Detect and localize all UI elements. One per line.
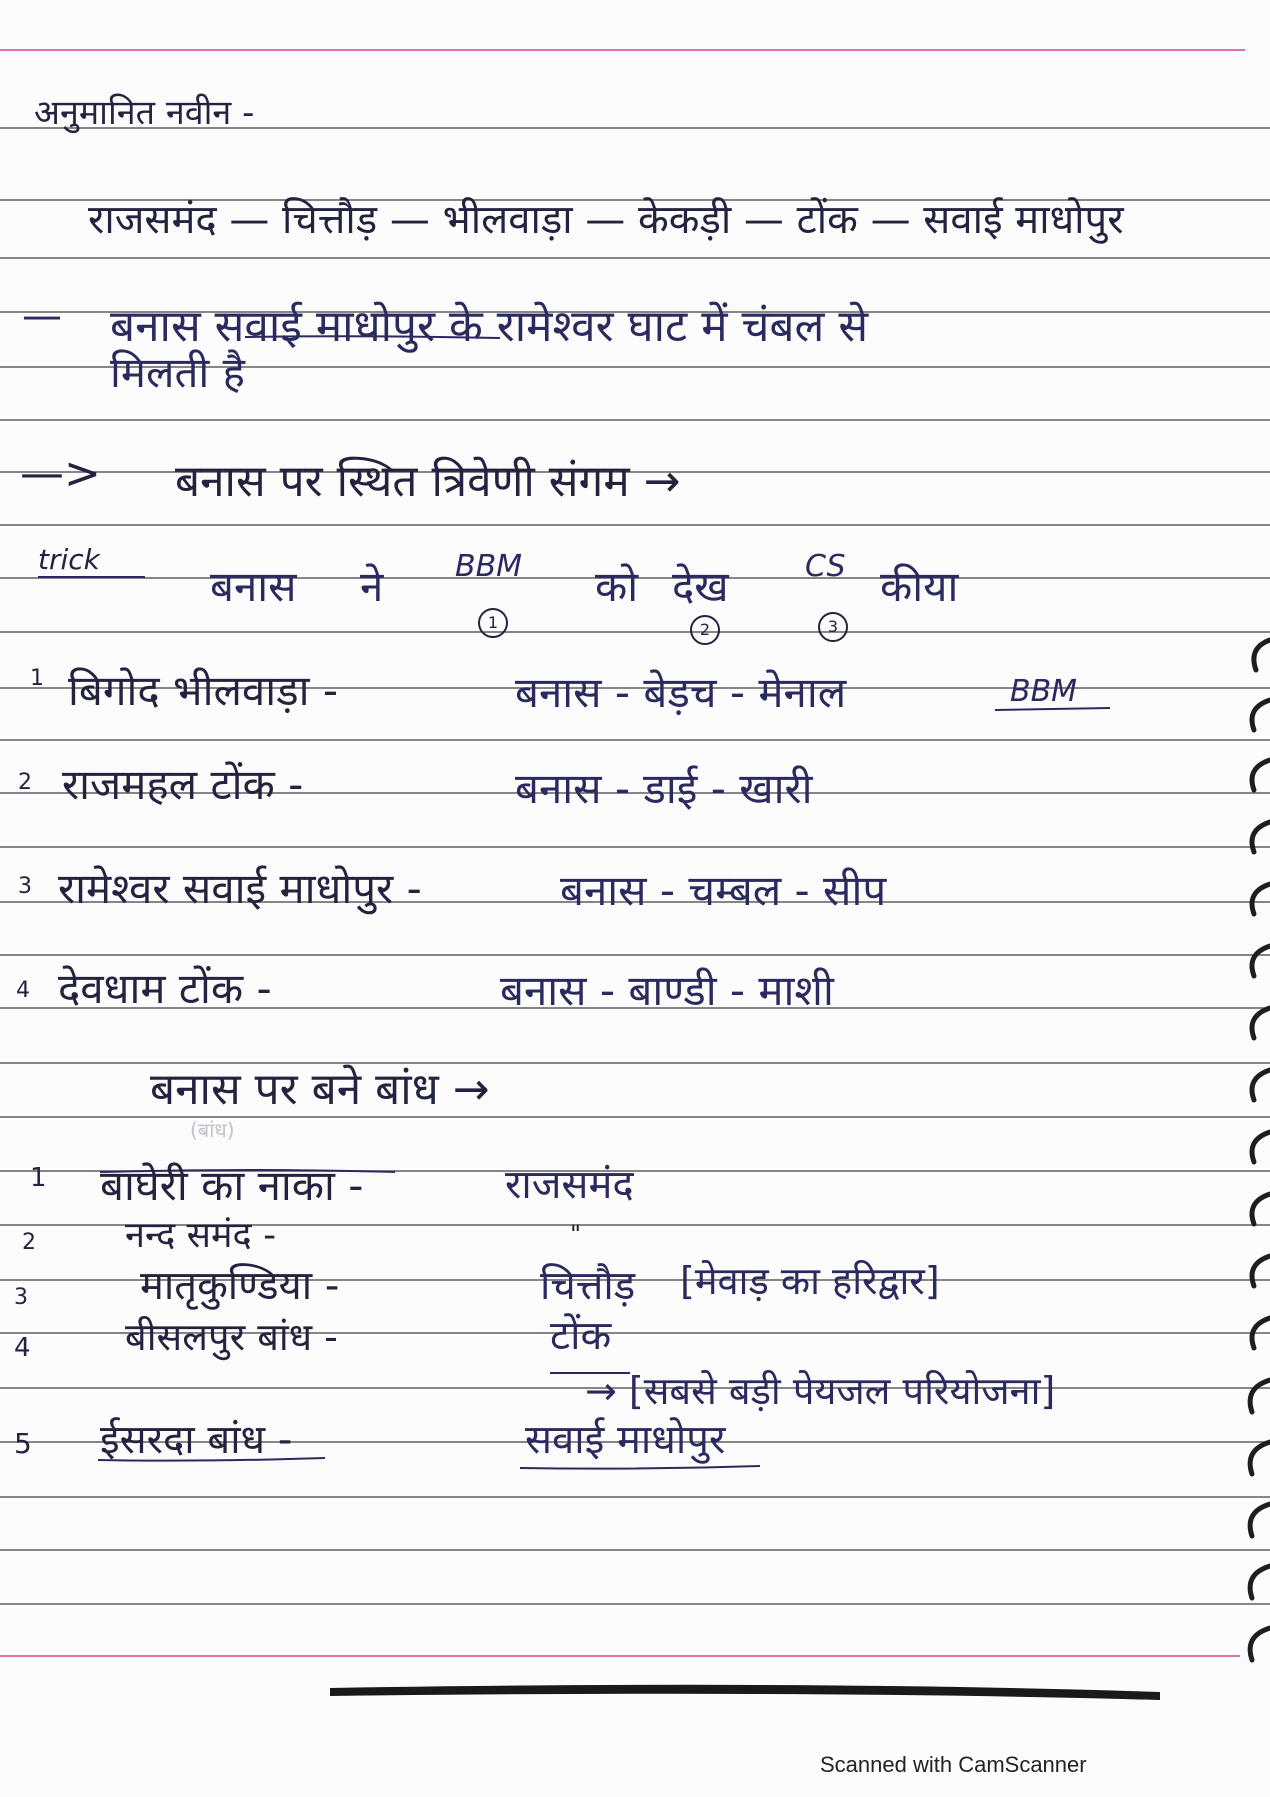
dam-district: टोंक [550,1313,612,1359]
dam-name: बीसलपुर बांध - [125,1315,338,1359]
sangam-num: 3 [18,874,32,899]
trick-word-banas: बनास [210,562,297,611]
bullet-dash: — [22,293,62,339]
trick-circle-2: 2 [690,615,720,645]
trick-cs: CS [805,549,846,584]
trick-word-ko: को [595,562,639,611]
heading-text: अनुमानित नवीन - [34,93,255,133]
dam-num: 5 [14,1427,32,1460]
dam-district: " [570,1220,582,1248]
sangam-num: 1 [30,666,44,691]
triveni-text: बनास पर स्थित त्रिवेणी संगम → [175,456,681,507]
trick-label: trick [38,543,100,576]
dam-name: ईसरदा बांध - [100,1417,293,1463]
dam-name: नन्द समंद - [125,1215,277,1256]
sangam-note: BBM [1010,674,1078,709]
dam-district: राजसमंद [505,1162,634,1208]
route-text: राजसमंद — चित्तौड़ — भीलवाड़ा — केकड़ी — टोंक — सवाई माधोपुर [88,197,1124,243]
dams-heading: बनास पर बने बांध → [150,1064,490,1115]
triveni-arrow: —> [20,448,101,499]
sangam-place: बिगोद भीलवाड़ा - [68,666,339,715]
dam-name: मातृकुण्डिया - [140,1263,340,1309]
sangam-rivers: बनास - बाण्डी - माशी [500,966,834,1015]
sangam-place: रामेश्वर सवाई माधोपुर - [58,864,422,913]
dam-num: 4 [14,1333,31,1363]
trick-circle-1: 1 [478,608,508,638]
dam-note: → [सबसे बड़ी पेयजल परियोजना] [585,1369,1056,1413]
meeting-line-2: मिलती है [110,348,245,397]
meeting-line-1: बनास सवाई माधोपुर के रामेश्वर घाट में चंबल से [110,301,869,352]
trick-circle-3: 3 [818,612,848,642]
dam-district: सवाई माधोपुर [525,1417,726,1463]
sangam-rivers: बनास - बेड़च - मेनाल [515,668,847,717]
sangam-rivers: बनास - चम्बल - सीप [560,866,887,915]
dams-subnote: (बांध) [190,1118,235,1142]
dam-num: 3 [14,1285,28,1310]
sangam-num: 4 [16,978,30,1003]
dam-name: बाघेरी का नाका - [100,1161,364,1210]
trick-word-ne: ने [360,562,384,611]
sangam-rivers: बनास - डाई - खारी [515,764,813,813]
dam-num: 2 [22,1230,36,1255]
trick-word-dekh: देख [672,562,729,611]
dam-note: [मेवाड़ का हरिद्वार] [680,1259,940,1303]
trick-bbm: BBM [455,549,523,584]
camscanner-footer: Scanned with CamScanner [820,1752,1087,1777]
dam-num: 1 [30,1163,47,1193]
sangam-place: राजमहल टोंक - [62,760,304,809]
trick-word-kiya: कीया [880,562,959,611]
sangam-num: 2 [18,770,32,795]
sangam-place: देवधाम टोंक - [58,964,272,1013]
dam-district: चित्तौड़ [540,1263,636,1309]
